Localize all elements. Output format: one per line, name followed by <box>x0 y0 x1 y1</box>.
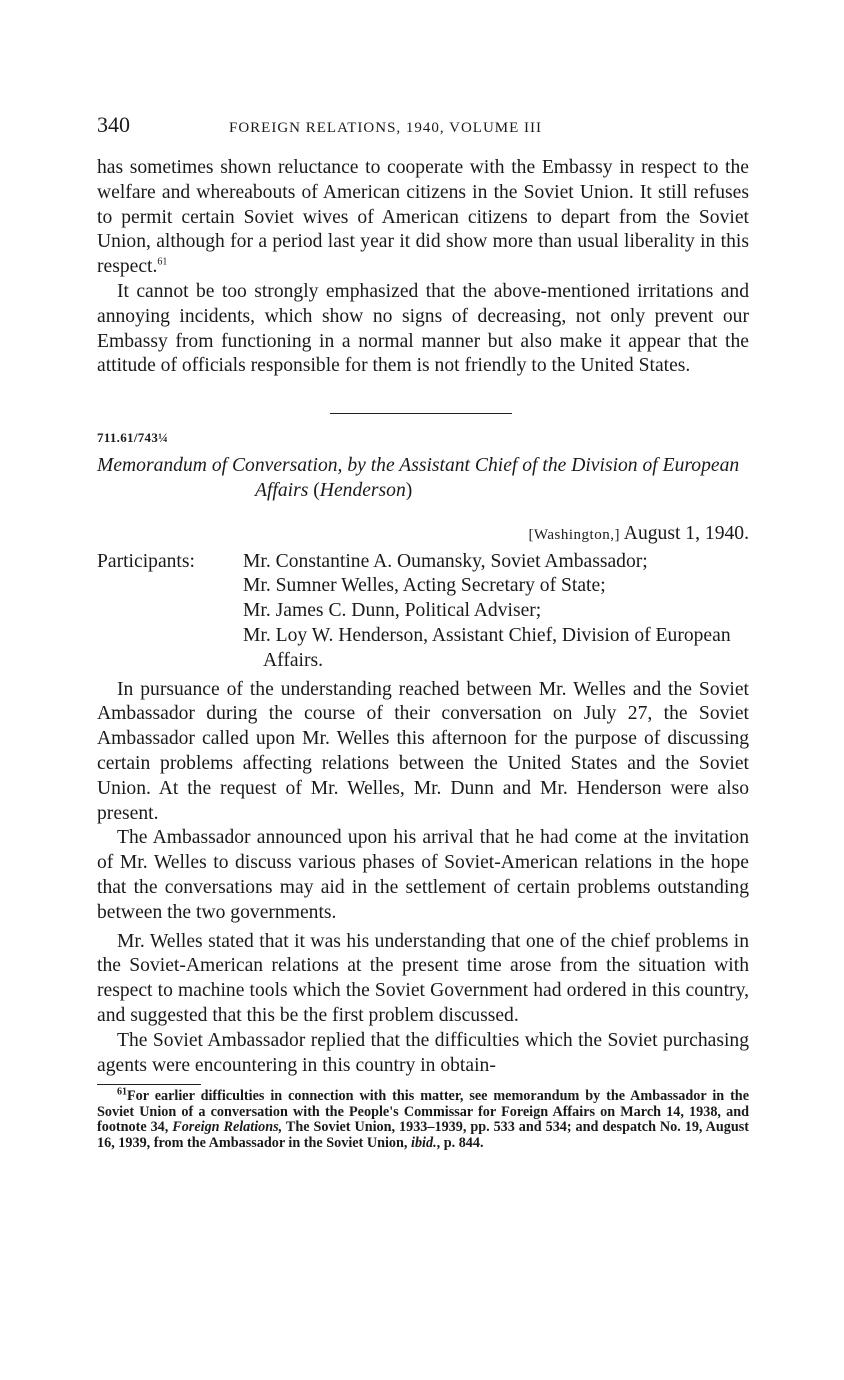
footnote-text-after: , p. 844. <box>436 1134 484 1151</box>
intro-paragraph <box>97 156 749 280</box>
footnote-marker: 61 <box>117 1086 127 1098</box>
file-number: 711.61/743¼ <box>97 430 169 446</box>
dateline-date: August 1, 1940. <box>623 522 749 544</box>
footnote-divider <box>97 1084 201 1085</box>
section-divider <box>330 413 512 414</box>
dateline-place: [Washington,] <box>528 526 620 543</box>
participants-label: Participants: <box>97 550 195 572</box>
footnote-text-middle: The Soviet Union, 1933–1939, pp. 533 and 534; and despatch No. 19, August 16, 1939, from the Ambassador in the Soviet Union, <box>97 1119 749 1151</box>
document-title-main: Memorandum of Conversation, by the Assistant Chief of the Division of European Affairs <box>97 455 740 501</box>
footnote <box>97 1086 749 1151</box>
memo-paragraph: The Soviet Ambassador replied that the difficulties which the Soviet purchasing agents were encountering in this country in obtain- <box>97 1029 749 1076</box>
page-header <box>97 112 749 142</box>
memo-paragraph: The Ambassador announced upon his arrival that he had come at the invitation of Mr. Welles to discuss various phases of Soviet-American relations in the hope that the conversations may aid in the settlement of certain problems outstanding between the two governments. <box>97 827 749 923</box>
participant-item: Mr. Loy W. Henderson, Assistant Chief, Division of European Affairs. <box>243 624 731 671</box>
participants-list <box>243 550 749 674</box>
intro-paragraph-2: It cannot be too strongly emphasized that the above-mentioned irritations and annoying incidents, which show no signs of decreasing, not only prevent our Embassy from functioning in a normal manner but also make it appear that the attitude of officials responsible for them is not friendly to the United States. <box>97 280 749 377</box>
footnote-ibid: ibid. <box>411 1134 437 1151</box>
memo-paragraph: In pursuance of the understanding reached between Mr. Welles and the Soviet Ambassador during the course of their conversation on July 27, the Soviet Ambassador called upon Mr. Welles this afternoon for the purpose of discussing certain problems affecting relations between the United States and the Soviet Union. At the request of Mr. Welles, Mr. Dunn and Mr. Henderson were also present. <box>97 678 749 824</box>
participants-block <box>97 550 749 674</box>
dateline <box>97 522 749 548</box>
footnote-reference: 61 <box>157 256 168 268</box>
footnote-text-before: For earlier difficulties in connection with this matter, see memorandum by the Ambassador in the Soviet Union of a conversation with the People's Commissar for Foreign Affairs on March 14, 1938, and footnote 34, <box>97 1088 749 1136</box>
running-head: FOREIGN RELATIONS, 1940, VOLUME III <box>229 120 543 136</box>
participant-item: Mr. James C. Dunn, Political Adviser; <box>243 600 542 622</box>
footnote-italic-ref: Foreign Relations, <box>172 1119 283 1136</box>
document-page <box>97 112 749 1151</box>
page-number: 340 <box>97 112 130 137</box>
participant-item: Mr. Sumner Welles, Acting Secretary of State; <box>243 575 606 597</box>
document-title: Memorandum of Conversation, by the Assistant Chief of the Division of European Affairs (Henderson) <box>97 455 740 501</box>
memo-paragraph: Mr. Welles stated that it was his understanding that one of the chief problems in the Soviet-American relations at the present time arose from the situation with respect to machine tools which the Soviet Government had ordered in this country, and suggested that this be the first problem discussed. <box>97 930 749 1026</box>
intro-paragraph-text: has sometimes shown reluctance to cooperate with the Embassy in respect to the welfare and whereabouts of American citizens in the Soviet Union. It still refuses to permit certain Soviet wives of American citizens to depart from the Soviet Union, although for a period last year it did show more than usual liberality in this respect. <box>97 157 749 278</box>
participant-item: Mr. Constantine A. Oumansky, Soviet Ambassador; <box>243 550 648 572</box>
document-title-name: Henderson <box>319 479 406 501</box>
